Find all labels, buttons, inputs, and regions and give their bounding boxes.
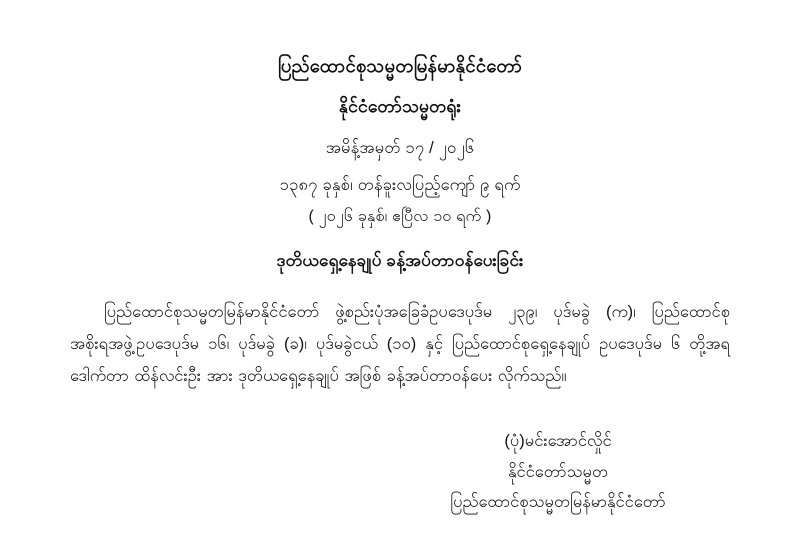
document-body — [70, 296, 730, 393]
signer-name: (ပုံ)မင်းအောင်လှိုင် — [504, 432, 612, 451]
date-gregorian: ( ၂၀၂၆ ခုနှစ်၊ ဧပြီလ ၁၀ ရက် ) — [308, 207, 492, 225]
signer-title-state: ပြည်ထောင်စုသမ္မတမြန်မာနိုင်ငံတော် — [450, 493, 666, 512]
signer-title-president: နိုင်ငံတော်သမ္မတ — [507, 462, 609, 481]
order-number: အမိန့်အမှတ် ၁၇ / ၂၀၂၆ — [325, 138, 475, 157]
body-paragraph: ပြည်ထောင်စုသမ္မတမြန်မာနိုင်ငံတော် ဖွဲ့စည်းပုံအခြေခံဥပဒေပုဒ်မ ၂၃၉၊ ပုဒ်မခွဲ (က)၊ ပြည်ထောင်စုအစိုးရအဖွဲ့ဥပဒေပုဒ်မ ၁၆၊ ပုဒ်မခွဲ (ခ)၊ ပုဒ်မခွဲငယ် (၁၀) နှင့် ပြည်ထောင်စုရှေ့နေချုပ် ဥပဒေပုဒ်မ ၆ တို့အရ ဒေါက်တာ ထိန်လင်းဦး အား ဒုတိယရှေ့နေချုပ် အဖြစ် ခန့်အပ်တာဝန်ပေး လိုက်သည်။ — [70, 303, 730, 386]
date-burmese: ၁၃၈၇ ခုနှစ်၊ တန်ခူးလပြည့်ကျော် ၉ ရက် — [279, 176, 521, 195]
document-header — [70, 52, 730, 274]
signature-block — [388, 426, 728, 518]
state-title: ပြည်ထောင်စုသမ္မတမြန်မာနိုင်ငံတော် — [277, 55, 523, 76]
office-title: နိုင်ငံတော်သမ္မတရုံး — [338, 95, 462, 116]
document-subject: ဒုတိယရှေ့နေချုပ် ခန့်အပ်တာဝန်ပေးခြင်း — [276, 250, 524, 270]
